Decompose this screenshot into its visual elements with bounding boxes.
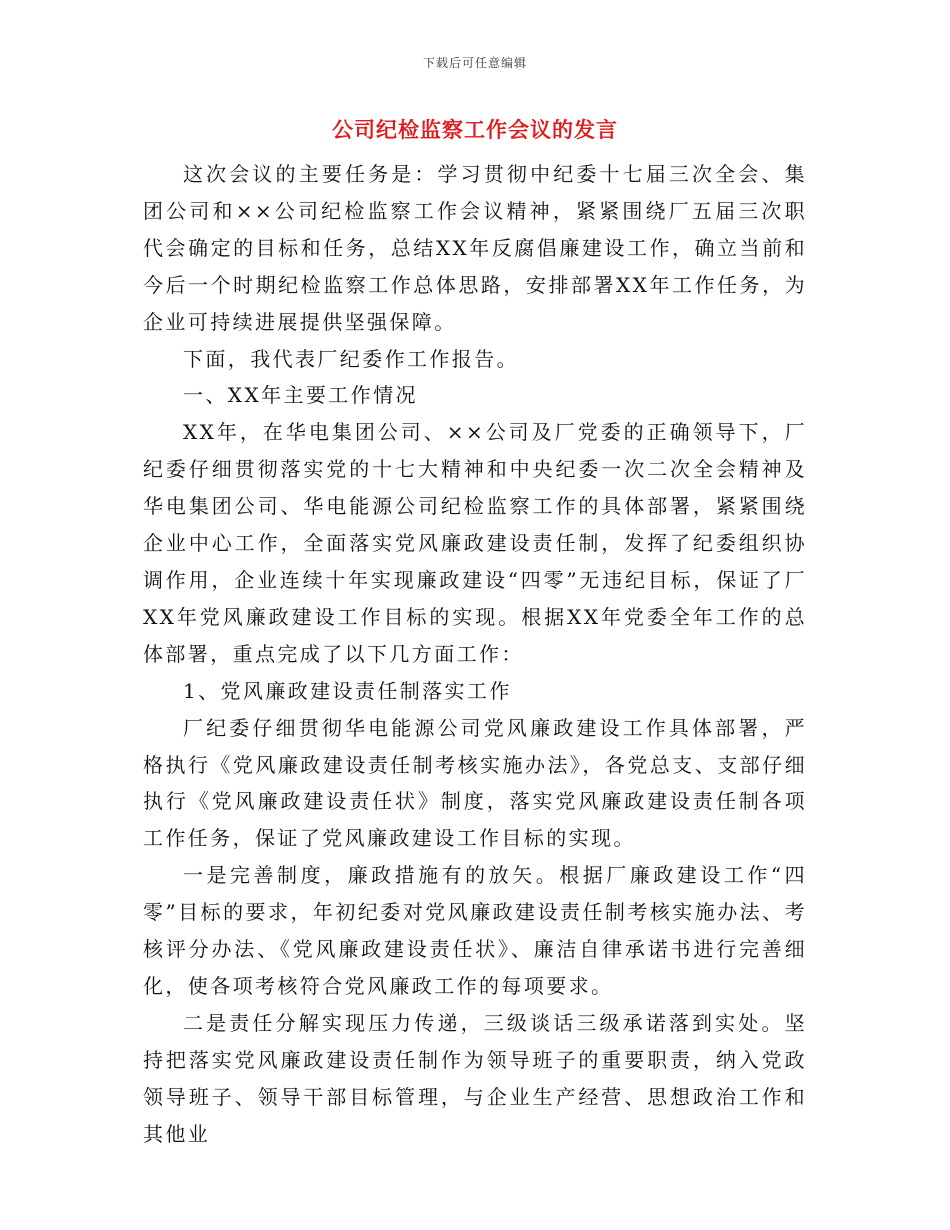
paragraph-meeting-tasks: 这次会议的主要任务是：学习贯彻中纪委十七届三次全会、集团公司和××公司纪检监察工作会议精神，紧紧围绕厂五届三次职代会确定的目标和任务，总结XX年反腐倡廉建设工作，确立当前和今后一个时期纪检监察工作总体思路，安排部署XX年工作任务，为企业可持续进展提供坚强保障。 bbox=[143, 162, 807, 334]
paragraph-point-one: 一是完善制度，廉政措施有的放矢。根据厂廉政建设工作“四零”目标的要求，年初纪委对党风廉政建设责任制考核实施办法、考核评分办法、《党风廉政建设责任状》、廉洁自律承诺书进行完善细化，使各项考核符合党风廉政工作的每项要求。 bbox=[143, 863, 807, 998]
subsection-heading-responsibility: 1、党风廉政建设责任制落实工作 bbox=[183, 678, 512, 703]
paragraph-report-intro: 下面，我代表厂纪委作工作报告。 bbox=[183, 346, 519, 371]
paragraph-work-overview: XX年，在华电集团公司、××公司及厂党委的正确领导下，厂纪委仔细贯彻落实党的十七大精神和中央纪委一次二次全会精神及华电集团公司、华电能源公司纪检监察工作的具体部署，紧紧围绕企业中心工作，全面落实党风廉政建设责任制，发挥了纪委组织协调作用，企业连续十年实现廉政建设“四零”无违纪目标，保证了厂XX年党风廉政建设工作目标的实现。根据XX年党委全年工作的总体部署，重点完成了以下几方面工作： bbox=[143, 420, 807, 666]
header-note: 下载后可任意编辑 bbox=[422, 56, 527, 70]
section-heading-main-work: 一、XX年主要工作情况 bbox=[183, 383, 418, 408]
document-title: 公司纪检监察工作会议的发言 bbox=[332, 118, 618, 142]
document-body bbox=[143, 156, 807, 1152]
paragraph-responsibility: 厂纪委仔细贯彻华电能源公司党风廉政建设工作具体部署，严格执行《党风廉政建设责任制考核实施办法》，各党总支、支部仔细执行《党风廉政建设责任状》制度，落实党风廉政建设责任制各项工作任务，保证了党风廉政建设工作目标的实现。 bbox=[143, 715, 807, 851]
paragraph-point-two: 二是责任分解实现压力传递，三级谈话三级承诺落到实处。坚持把落实党风廉政建设责任制作为领导班子的重要职责，纳入党政领导班子、领导干部目标管理，与企业生产经营、思想政治工作和其他业 bbox=[143, 1010, 807, 1146]
